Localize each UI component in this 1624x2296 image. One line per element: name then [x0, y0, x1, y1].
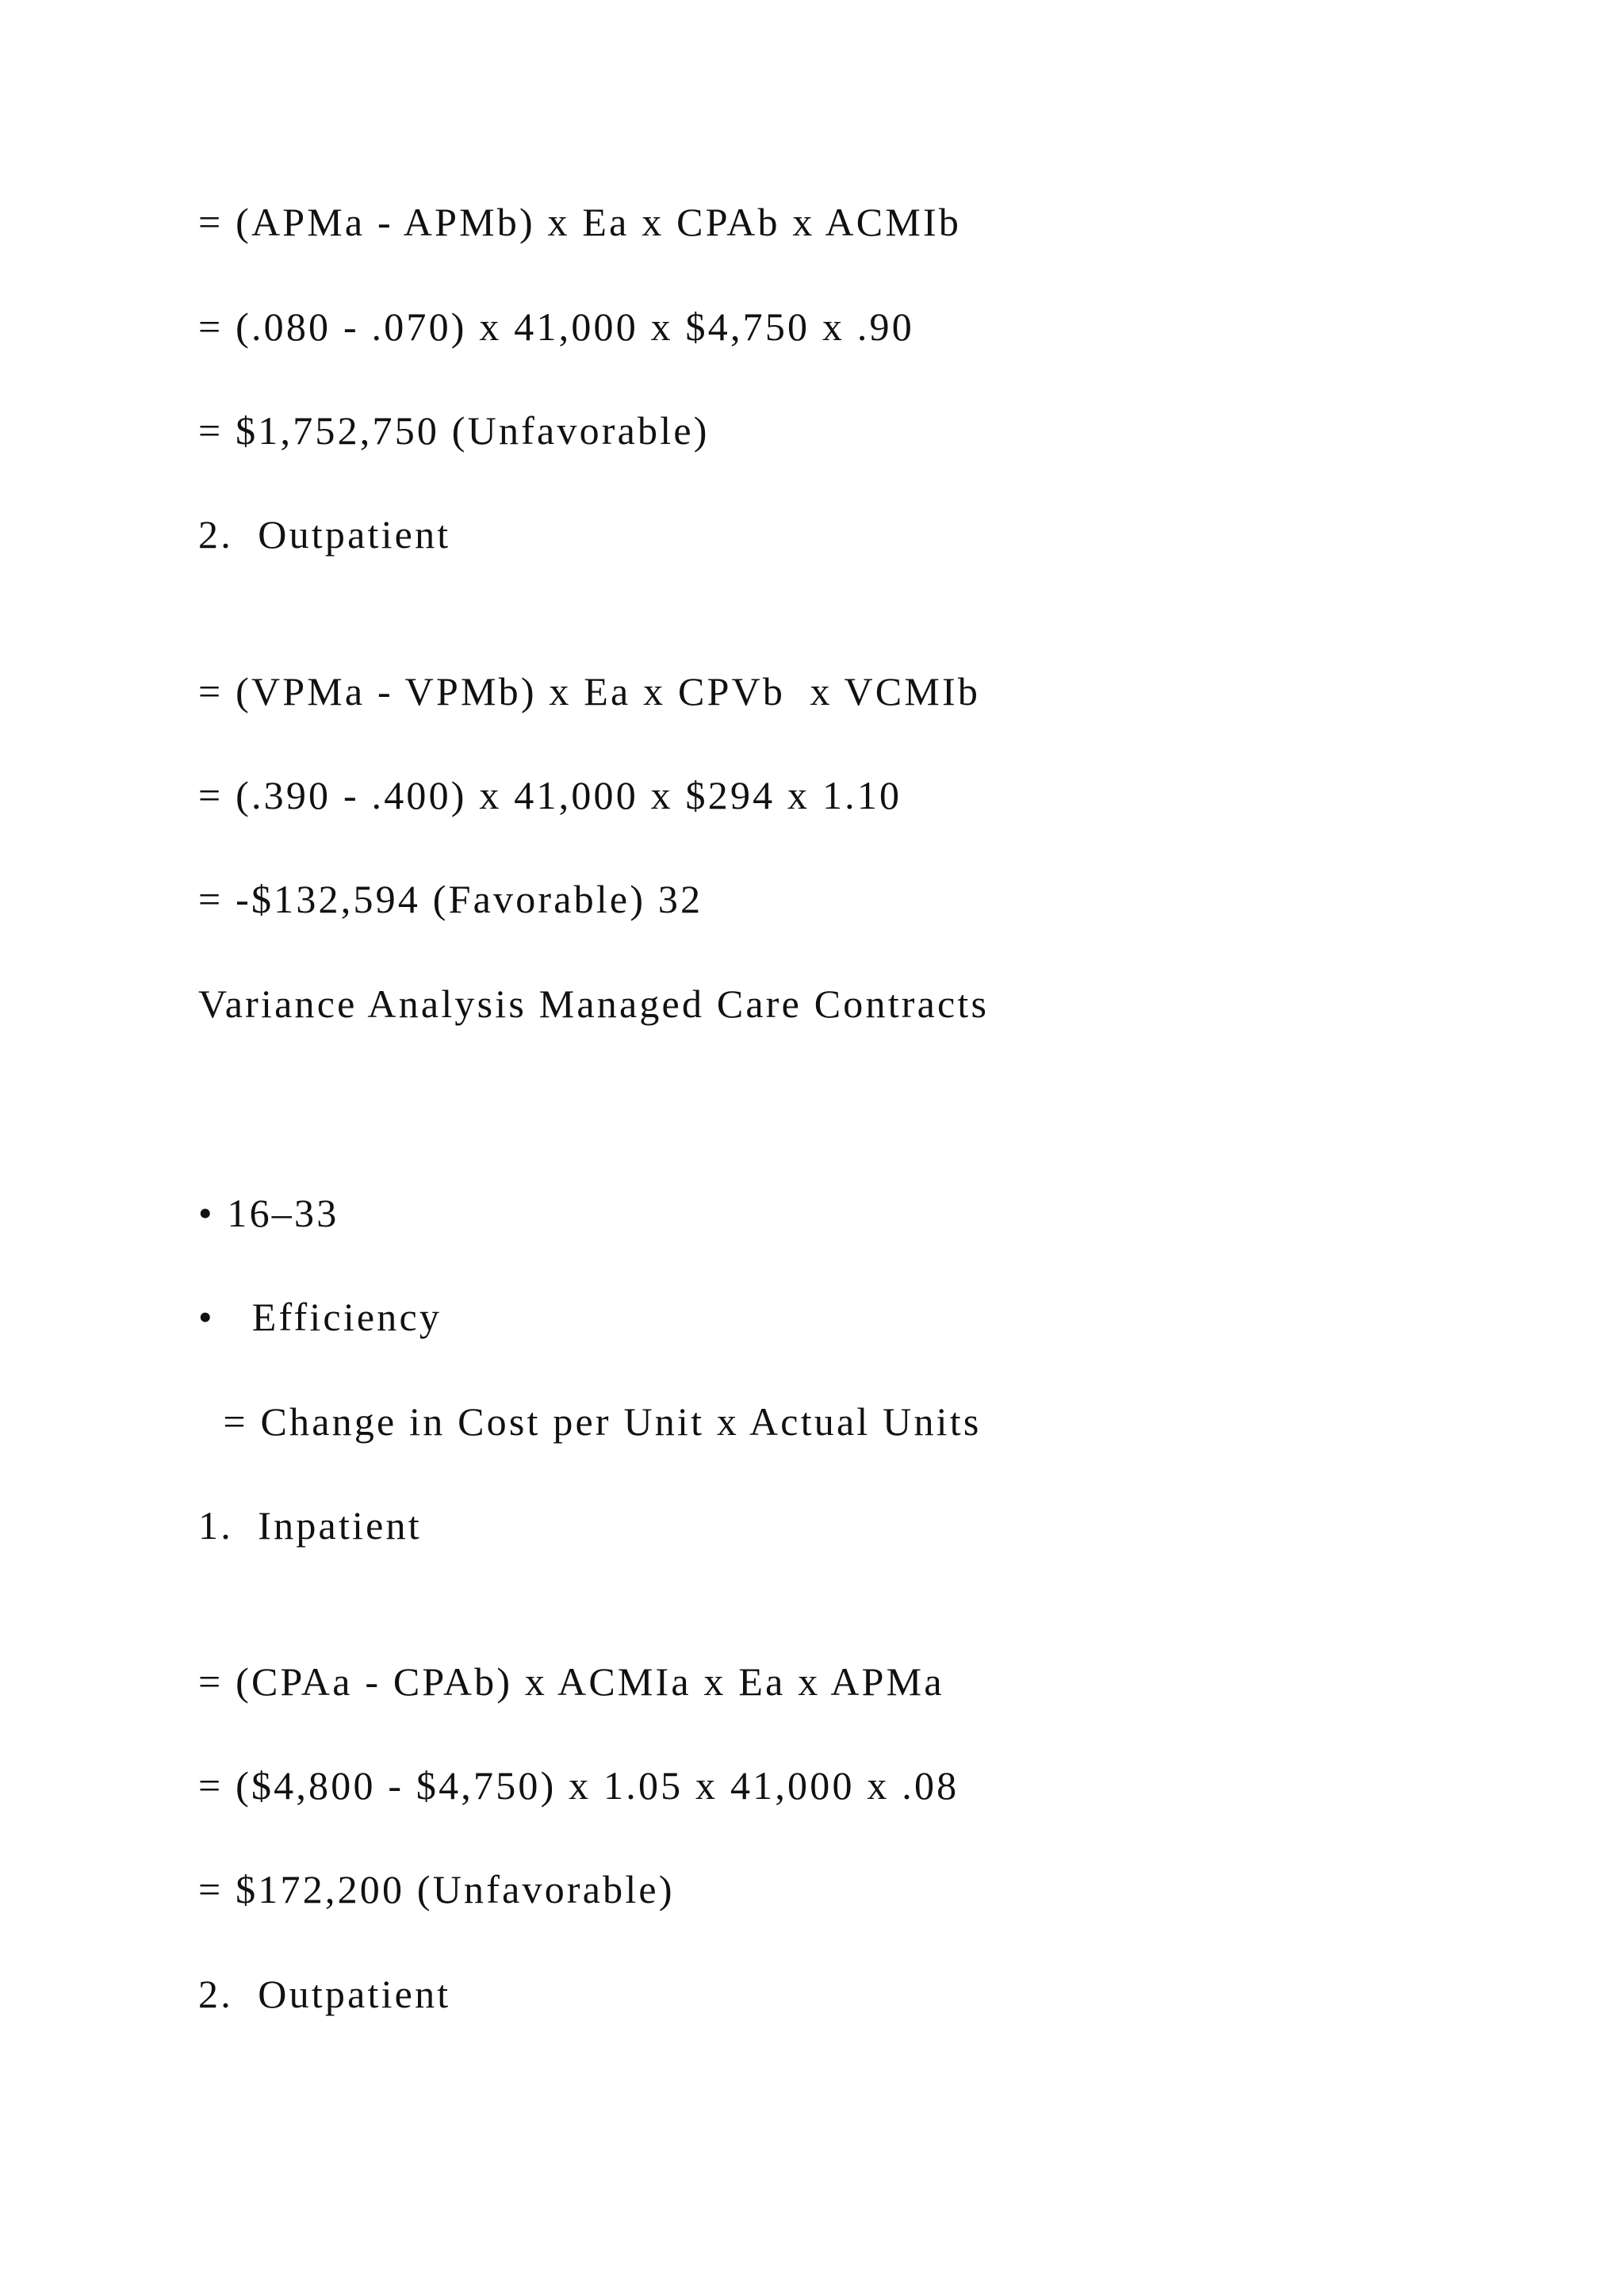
formula-values-line: = (.390 - .400) x 41,000 x $294 x 1.10 — [198, 773, 902, 817]
section-heading: 1. Inpatient — [198, 1503, 422, 1548]
section-heading: 2. Outpatient — [198, 1972, 451, 2016]
formula-line: = (CPAa - CPAb) x ACMIa x Ea x APMa — [198, 1659, 944, 1704]
section-heading: 2. Outpatient — [198, 512, 451, 557]
formula-line: = (APMa - APMb) x Ea x CPAb x ACMIb — [198, 200, 962, 244]
result-line: = $1,752,750 (Unfavorable) — [198, 408, 710, 453]
page-heading: Variance Analysis Managed Care Contracts — [198, 982, 990, 1026]
bullet-item: • Efficiency — [198, 1295, 442, 1339]
formula-values-line: = (.080 - .070) x 41,000 x $4,750 x .90 — [198, 304, 914, 349]
definition-line: = Change in Cost per Unit x Actual Units — [198, 1399, 982, 1444]
result-line: = -$132,594 (Favorable) 32 — [198, 877, 703, 921]
bullet-item: • 16–33 — [198, 1191, 339, 1235]
formula-line: = (VPMa - VPMb) x Ea x CPVb x VCMIb — [198, 669, 981, 714]
formula-values-line: = ($4,800 - $4,750) x 1.05 x 41,000 x .08 — [198, 1763, 959, 1808]
result-line: = $172,200 (Unfavorable) — [198, 1867, 675, 1911]
